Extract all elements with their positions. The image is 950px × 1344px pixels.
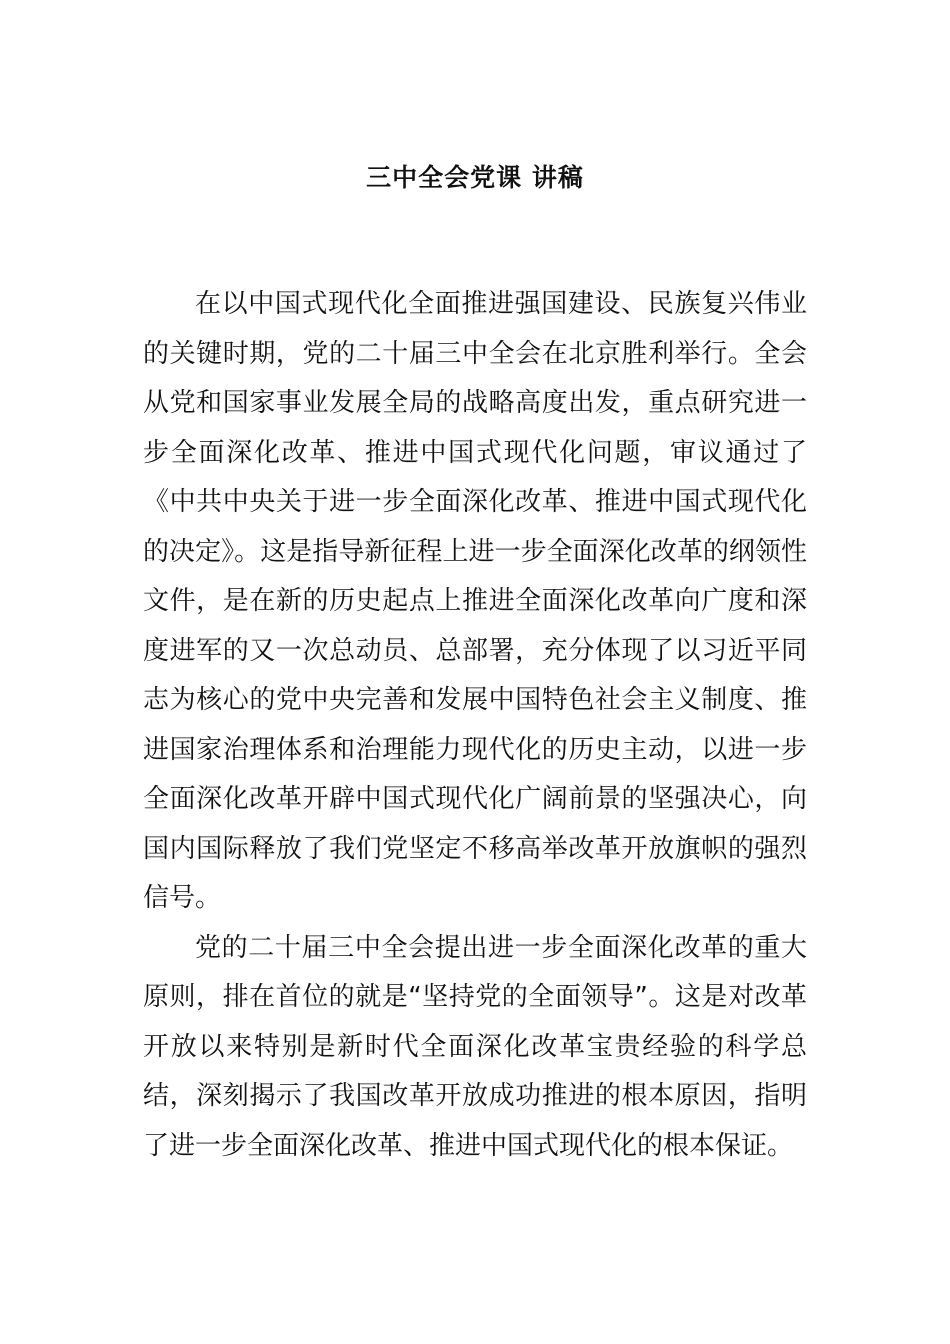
document-body	[143, 280, 807, 1171]
paragraph-1: 在以中国式现代化全面推进强国建设、民族复兴伟业的关键时期，党的二十届三中全会在北京胜利举行。全会从党和国家事业发展全局的战略高度出发，重点研究进一步全面深化改革、推进中国式现代化问题，审议通过了《中共中央关于进一步全面深化改革、推进中国式现代化的决定》。这是指导新征程上进一步全面深化改革的纲领性文件，是在新的历史起点上推进全面深化改革向广度和深度进军的又一次总动员、总部署，充分体现了以习近平同志为核心的党中央完善和发展中国特色社会主义制度、推进国家治理体系和治理能力现代化的历史主动，以进一步全面深化改革开辟中国式现代化广阔前景的坚强决心，向国内国际释放了我们党坚定不移高举改革开放旗帜的强烈信号。	[143, 289, 807, 913]
document-title: 三中全会党课 讲稿	[366, 163, 584, 192]
paragraph-2: 党的二十届三中全会提出进一步全面深化改革的重大原则，排在首位的就是“坚持党的全面领导”。这是对改革开放以来特别是新时代全面深化改革宝贵经验的科学总结，深刻揭示了我国改革开放成功推进的根本原因，指明了进一步全面深化改革、推进中国式现代化的根本保证。	[143, 932, 807, 1161]
